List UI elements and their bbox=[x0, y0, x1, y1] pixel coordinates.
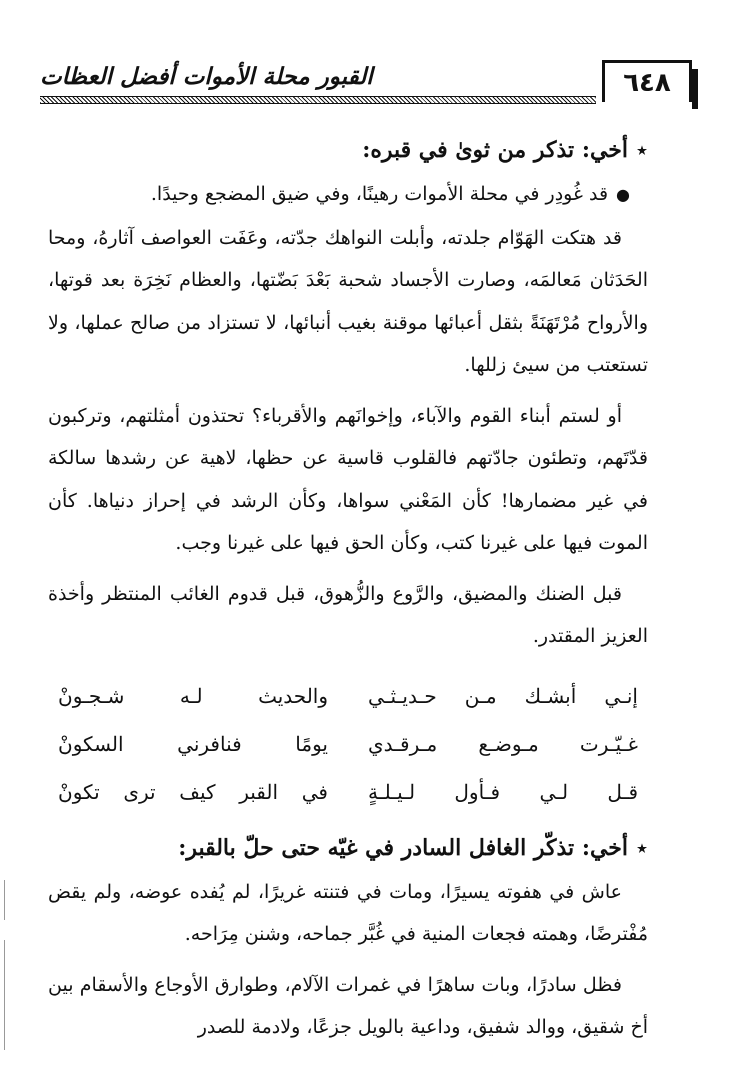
poem-verse bbox=[58, 672, 638, 720]
bullet-text: قد غُودِر في محلة الأموات رهينًا، وفي ضيق المضجع وحيدًا. bbox=[150, 183, 609, 205]
verse-first-hemistich: قـل لـي فـأول لـيـلـةٍ bbox=[368, 779, 638, 804]
verse-first-hemistich: غـيّـرت مـوضـع مـرقـدي bbox=[368, 731, 638, 756]
asterisk-icon: ٭ bbox=[636, 835, 648, 861]
paragraph: قبل الضنك والمضيق، والرَّوع والزُّهوق، قبل قدوم الغائب المنتظر وأخذة العزيز المقتدر. bbox=[48, 582, 648, 647]
scan-margin-line bbox=[4, 880, 5, 920]
section-heading-text: أخي: تذكّر الغافل السادر في غيّه حتى حلّ بالقبر: bbox=[178, 834, 628, 861]
verse-second-hemistich: في القبر كيف ترى تكونْ bbox=[58, 779, 328, 804]
header-rule bbox=[40, 96, 596, 104]
scan-margin-line bbox=[4, 940, 5, 1050]
paragraph: قد هتكت الهَوّام جلدته، وأبلت النواهك جدّته، وعَفَت العواصف آثارهُ، ومحا الحَدَثان مَعالمَه، وصارت الأجساد شحبة بَعْدَ بَضّتها، والعظام نَخِرَة بعد قوتها، والأرواح مُرْتَهَنَةً بثقل أعبائها موقنة بغيب أنبائها، لا تستزاد من صالح عملها، ولا تستعتب من سيئ زللها. bbox=[48, 226, 648, 376]
section-heading bbox=[48, 826, 648, 871]
section-heading-text: أخي: تذكر من ثوىٰ في قبره: bbox=[362, 137, 628, 163]
section-heading bbox=[48, 128, 648, 173]
poem bbox=[48, 672, 648, 816]
paragraph: فظل سادرًا، وبات ساهرًا في غمرات الآلام، وطوارق الأوجاع والأسقام بين أخ شقيق، ووالد شفيق، وداعية بالويل جزعًا، ولادمة للصدر bbox=[48, 973, 648, 1038]
verse-second-hemistich: يومًا فنافرني السكونْ bbox=[58, 731, 328, 756]
page-number: ٦٤٨ bbox=[602, 60, 692, 102]
bullet-item bbox=[48, 173, 648, 217]
poem-verse bbox=[58, 768, 638, 816]
paragraph: عاش في هفوته يسيرًا، ومات في فتنته غريرًا، لم يُفده عوضه، ولم يقض مُفْترضًا، وهمته فجعات المنية في غُبَّر جماحه، وشنن مِرَاحه. bbox=[48, 880, 648, 945]
poem-verse bbox=[58, 720, 638, 768]
verse-second-hemistich: والحديث لـه شـجـونْ bbox=[58, 683, 328, 708]
page-content bbox=[48, 128, 648, 1049]
verse-first-hemistich: إنـي أبشـك مـن حـديـثـي bbox=[368, 683, 638, 708]
running-title: القبور محلة الأموات أفضل العظات bbox=[40, 64, 373, 90]
page-header bbox=[40, 60, 692, 104]
bullet-dot-icon: ● bbox=[616, 185, 630, 204]
paragraph: أو لستم أبناء القوم والآباء، وإخوانَهم والأقرباء؟ تحتذون أمثلتهم، وتركبون قدّتَهم، وتطئون جادّتهم فالقلوب قاسية عن حظها، لاهية عن رشدها سالكة في غير مضمارها! كأن المَعْني سواها، وكأن الرشد في إحراز دنياها. كأن الموت فيها على غيرنا كتب، وكأن الحق فيها على غيرنا وجب. bbox=[48, 404, 648, 554]
asterisk-icon: ٭ bbox=[636, 138, 648, 163]
